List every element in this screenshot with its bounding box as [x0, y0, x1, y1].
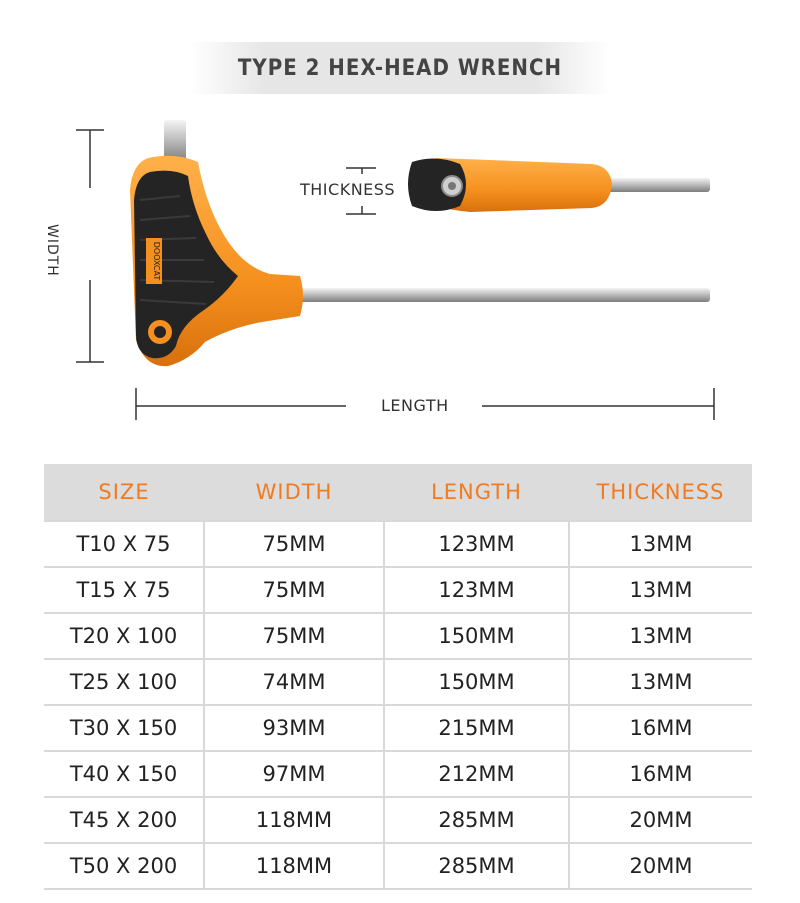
cell-width: 118MM	[204, 797, 384, 843]
side-hex-center	[448, 182, 456, 190]
cell-thickness: 16MM	[569, 705, 752, 751]
torx-tip	[164, 120, 186, 162]
table-header-row	[44, 464, 752, 521]
cell-width: 93MM	[204, 705, 384, 751]
cell-size: T45 X 200	[44, 797, 204, 843]
cell-length: 285MM	[384, 797, 569, 843]
cell-size: T50 X 200	[44, 843, 204, 889]
thickness-label: THICKNESS	[300, 180, 396, 199]
cell-size: T15 X 75	[44, 567, 204, 613]
cell-thickness: 20MM	[569, 843, 752, 889]
brand-mark: DOOXCAT	[152, 241, 161, 281]
wrench-shaft	[296, 288, 710, 302]
cell-thickness: 13MM	[569, 521, 752, 567]
width-dimension	[76, 130, 104, 362]
header-thickness: THICKNESS	[569, 464, 752, 521]
spec-table	[44, 464, 752, 890]
title-banner	[190, 42, 610, 94]
cell-thickness: 16MM	[569, 751, 752, 797]
cell-width: 74MM	[204, 659, 384, 705]
table-row	[44, 843, 752, 889]
cell-length: 150MM	[384, 659, 569, 705]
cell-width: 75MM	[204, 567, 384, 613]
cell-thickness: 13MM	[569, 613, 752, 659]
cell-length: 150MM	[384, 613, 569, 659]
wrench-diagram	[0, 110, 800, 430]
table-row	[44, 659, 752, 705]
cell-thickness: 20MM	[569, 797, 752, 843]
table-row	[44, 613, 752, 659]
cell-width: 75MM	[204, 521, 384, 567]
width-label: WIDTH	[44, 224, 60, 277]
header-length: LENGTH	[384, 464, 569, 521]
cell-length: 123MM	[384, 521, 569, 567]
side-shaft	[600, 178, 710, 192]
table-row	[44, 751, 752, 797]
cell-length: 212MM	[384, 751, 569, 797]
cell-thickness: 13MM	[569, 659, 752, 705]
cell-thickness: 13MM	[569, 567, 752, 613]
hang-hole-center	[154, 326, 166, 338]
cell-length: 215MM	[384, 705, 569, 751]
table-row	[44, 705, 752, 751]
cell-size: T10 X 75	[44, 521, 204, 567]
length-label: LENGTH	[381, 396, 449, 415]
header-width: WIDTH	[204, 464, 384, 521]
cell-size: T30 X 150	[44, 705, 204, 751]
cell-width: 118MM	[204, 843, 384, 889]
header-size: SIZE	[44, 464, 204, 521]
cell-size: T25 X 100	[44, 659, 204, 705]
cell-length: 123MM	[384, 567, 569, 613]
table-row	[44, 521, 752, 567]
cell-width: 75MM	[204, 613, 384, 659]
cell-size: T20 X 100	[44, 613, 204, 659]
cell-length: 285MM	[384, 843, 569, 889]
table-row	[44, 567, 752, 613]
cell-width: 97MM	[204, 751, 384, 797]
table-row	[44, 797, 752, 843]
cell-size: T40 X 150	[44, 751, 204, 797]
page-title: TYPE 2 HEX-HEAD WRENCH	[237, 55, 563, 81]
